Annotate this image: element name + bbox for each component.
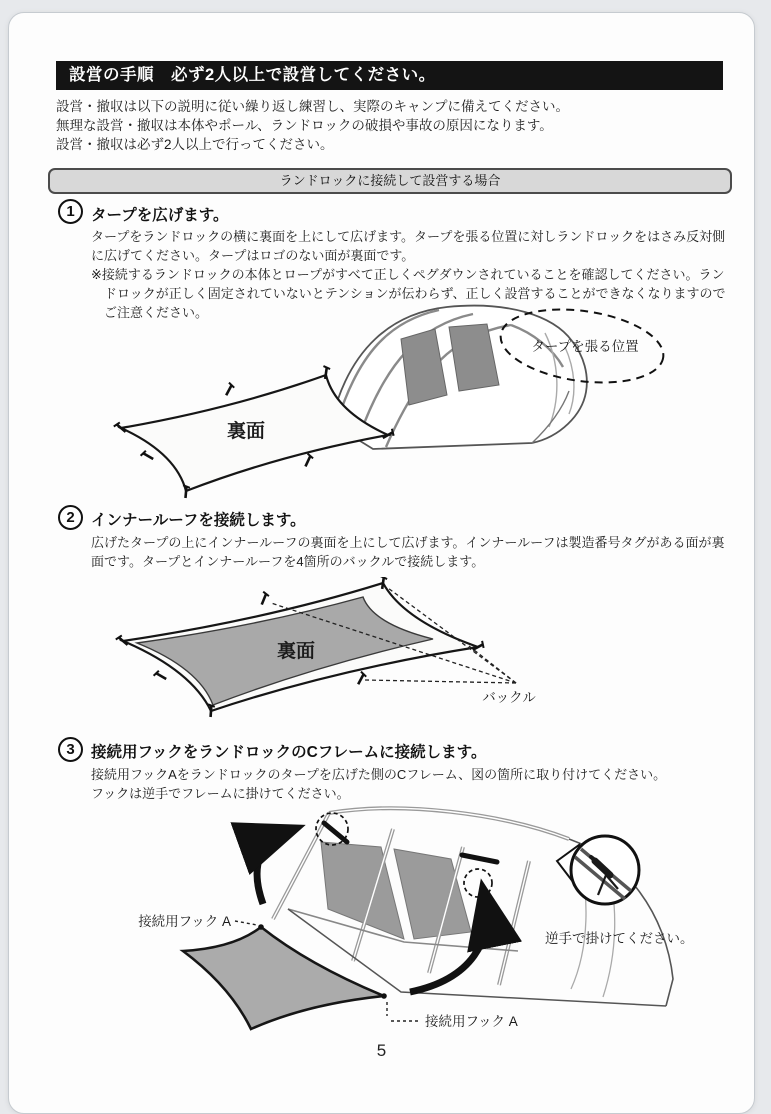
hook-magnifier <box>557 836 639 904</box>
label-buckle: バックル <box>482 690 536 705</box>
label-hook-a-bottom: 接続用フック A <box>425 1014 518 1029</box>
diagram-hook-attach <box>121 799 731 1049</box>
label-back-side-1: 裏面 <box>226 421 266 442</box>
step-2-title: インナールーフを接続します。 <box>91 512 306 529</box>
diagram-tarp-spread <box>101 299 731 501</box>
tarp-at-base <box>183 924 387 1029</box>
step-1-title: タープを広げます。 <box>91 207 229 224</box>
intro-line-2: 無理な設営・撤収は本体やポール、ランドロックの破損や事故の原因になります。 <box>56 118 553 133</box>
step-1-note: ※接続するランドロックの本体とロープがすべて正しくペグダウンされていることを確認してください。ランドロックが正しく固定されていないとテンションが伝わらず、正しく設営することができなくなりますのでご注意ください。 <box>91 267 726 320</box>
hook-a-left-dashes <box>235 921 257 925</box>
step-3-text-line2: フックは逆手でフレームに掛けてください。 <box>91 786 350 801</box>
page-number: 5 <box>376 1041 387 1060</box>
step-3-text-line1: 接続用フックAをランドロックのタープを広げた側のCフレーム、図の箇所に取り付けてください。 <box>91 767 667 782</box>
label-back-side-2: 裏面 <box>276 641 316 662</box>
step-3-body <box>91 765 733 803</box>
label-reverse-grip: 逆手で掛けてください。 <box>545 931 694 946</box>
step-2-number: 2 <box>58 505 83 530</box>
intro-line-1: 設営・撤収は以下の説明に従い繰り返し練習し、実際のキャンプに備えてください。 <box>56 99 569 114</box>
step-3-number: 3 <box>58 737 83 762</box>
intro-line-3: 設営・撤収は必ず2人以上で行ってください。 <box>56 137 334 152</box>
label-hook-a-left: 接続用フック A <box>138 914 231 929</box>
section-banner: ランドロックに接続して設営する場合 <box>48 168 732 194</box>
step-2-body: 広げたタープの上にインナールーフの裏面を上にして広げます。インナールーフは製造番号タグがある面が裏面です。タープとインナールーフを4箇所のバックルで接続します。 <box>91 535 725 569</box>
intro-paragraph <box>56 97 726 154</box>
manual-page <box>8 12 755 1114</box>
step-1-number: 1 <box>58 199 83 224</box>
page-title: 設営の手順 必ず2人以上で設営してください。 <box>56 61 723 90</box>
label-tarp-position: タープを張る位置 <box>531 339 639 354</box>
diagram-inner-roof <box>101 577 621 739</box>
step-1-text: タープをランドロックの横に裏面を上にして広げます。タープを張る位置に対しランドロックをはさみ反対側に広げてください。タープはロゴのない面が裏面です。 <box>91 229 726 263</box>
step-3-title: 接続用フックをランドロックのCフレームに接続します。 <box>91 744 487 761</box>
